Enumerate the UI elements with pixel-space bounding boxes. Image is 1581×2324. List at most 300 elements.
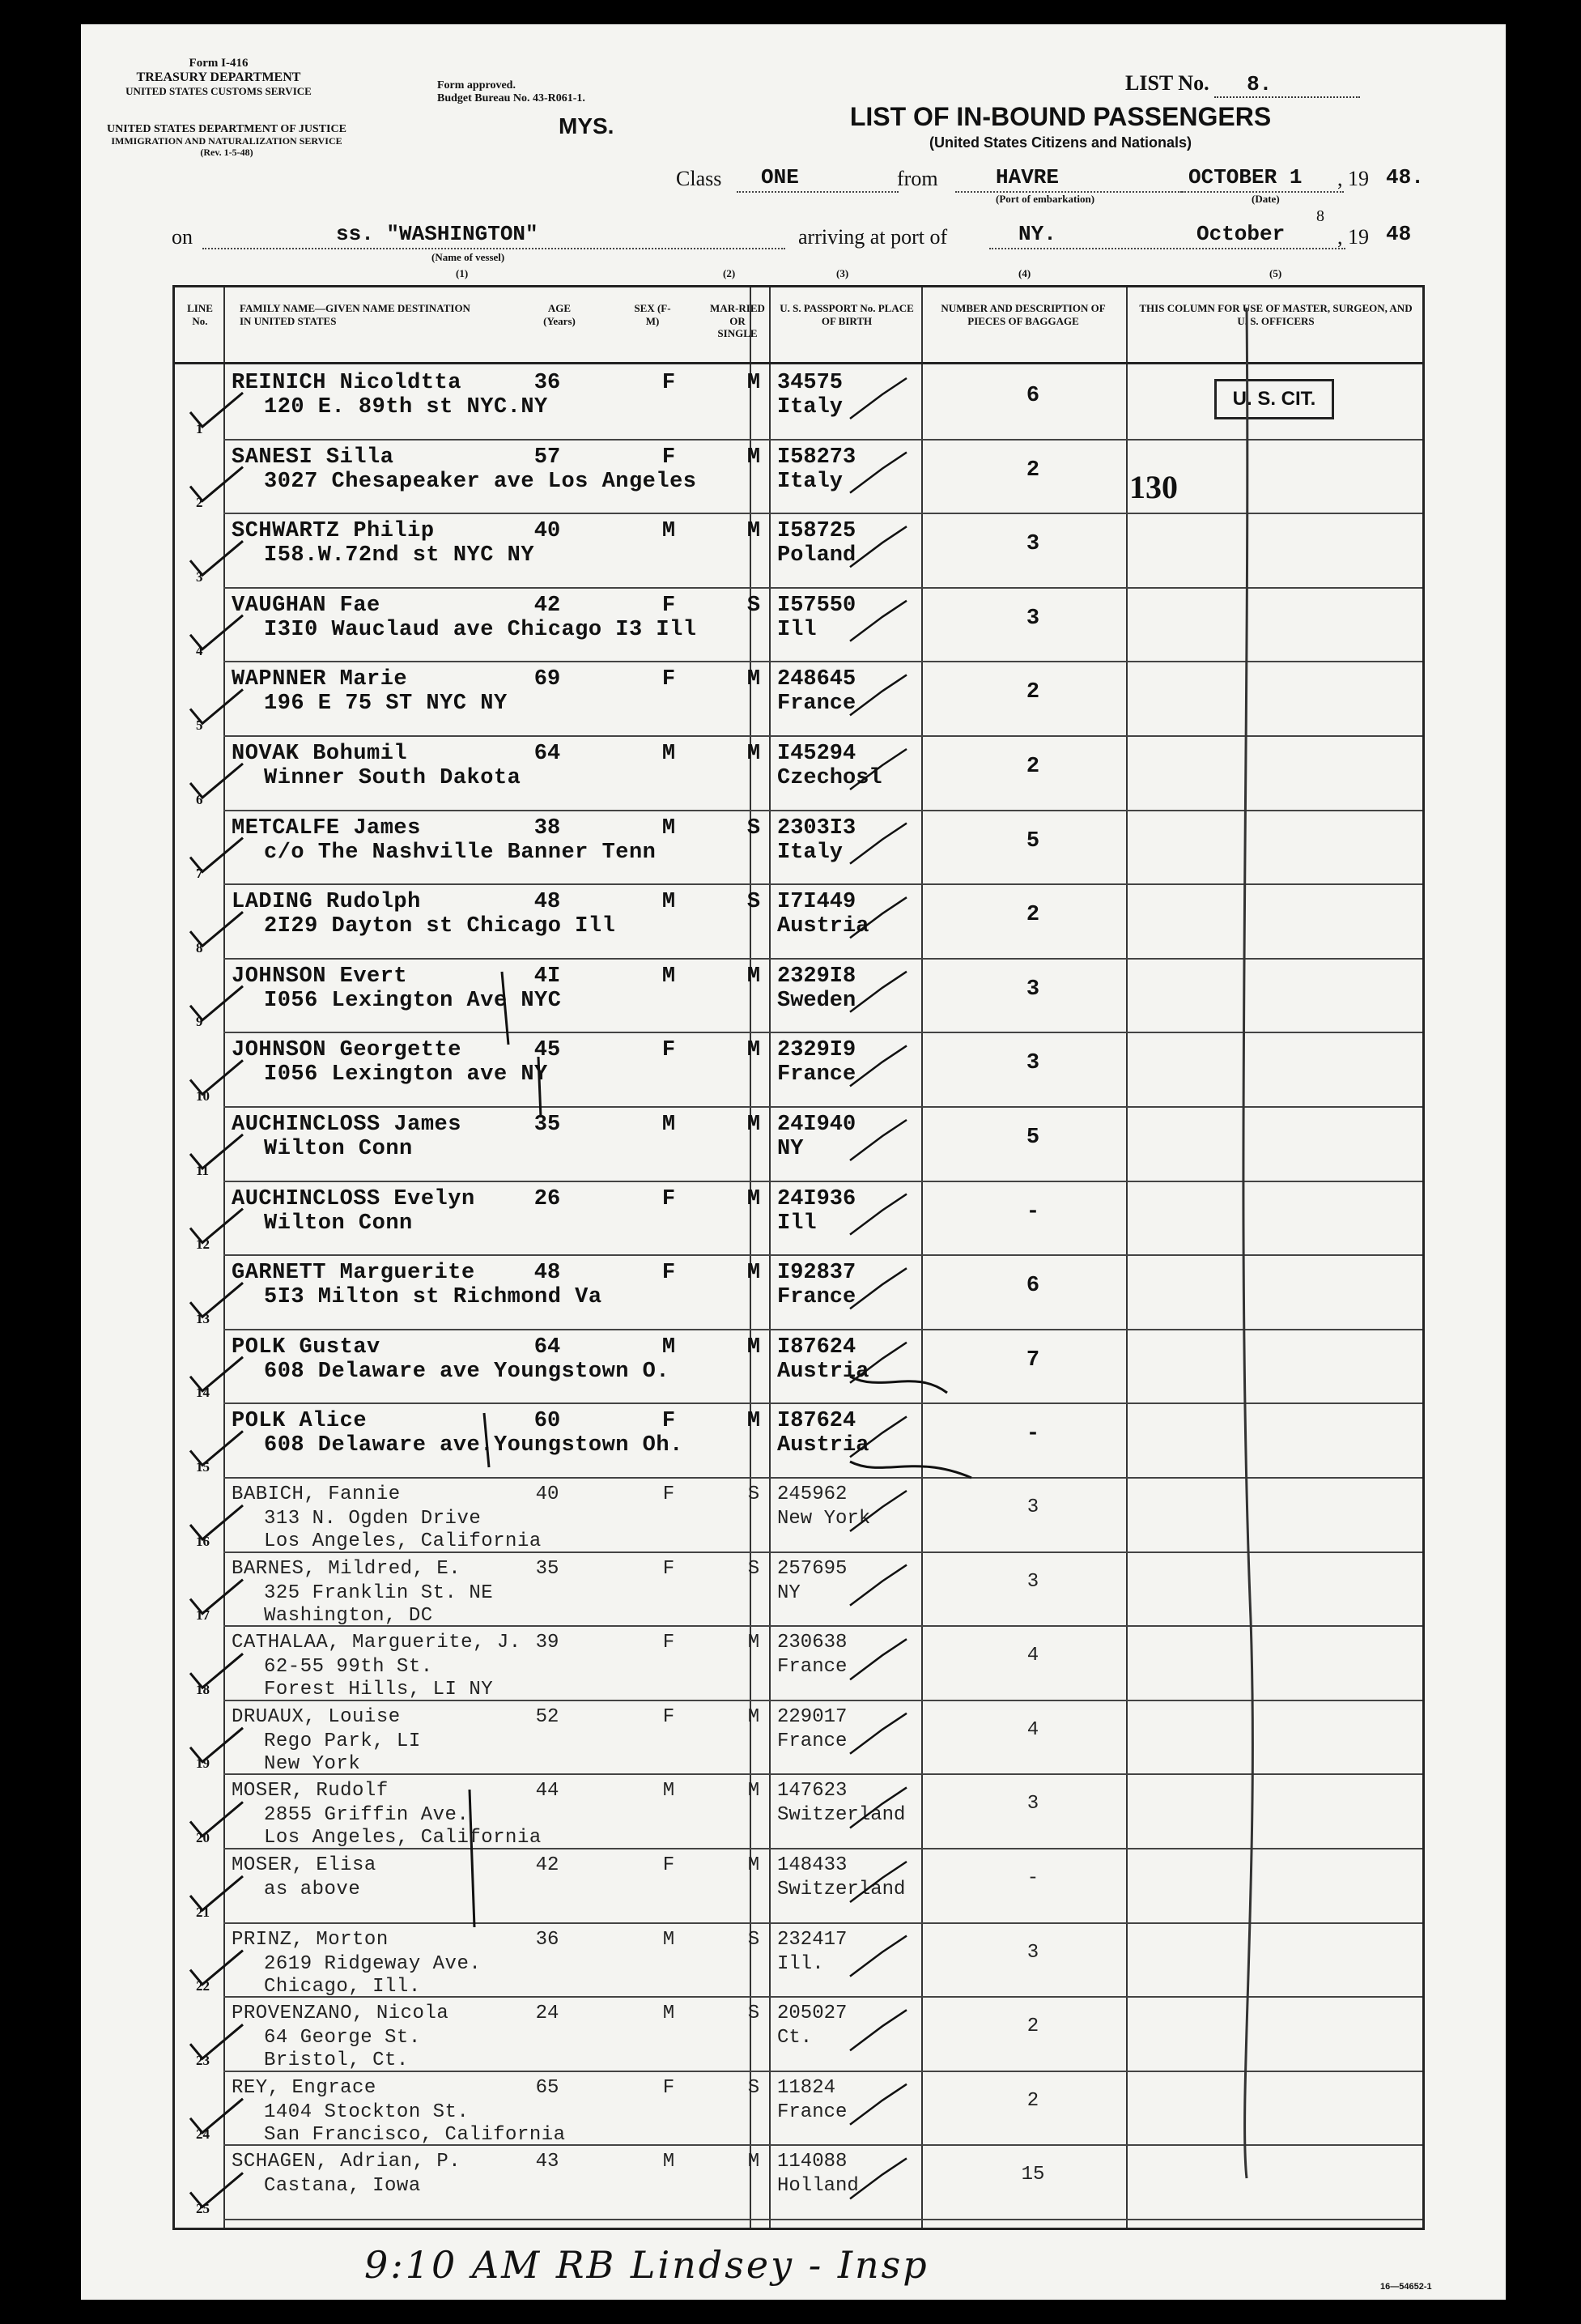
passenger-age: 42	[533, 593, 561, 618]
passenger-marital: S	[747, 1928, 760, 1951]
passenger-marital: M	[746, 519, 761, 544]
col-number: (1)	[456, 267, 469, 279]
passenger-marital: S	[747, 1483, 760, 1505]
passenger-address: Chicago, Ill.	[264, 1975, 421, 1998]
place-of-birth: Ill	[777, 1211, 817, 1236]
from-label: from	[897, 167, 938, 190]
place-of-birth: France	[777, 1062, 856, 1088]
baggage-count: 5	[1026, 1126, 1040, 1150]
passport-number: I87624	[777, 1334, 856, 1360]
passenger-sex: M	[662, 1780, 675, 1803]
col-head-sex: SEX (F-M)	[634, 302, 671, 327]
baggage-count: 5	[1026, 828, 1040, 853]
place-of-birth: Austria	[777, 1433, 869, 1458]
passenger-address: I58.W.72nd st NYC NY	[264, 543, 535, 568]
baggage-count: -	[1026, 1422, 1040, 1447]
passenger-address: 196 E 75 ST NYC NY	[264, 692, 508, 717]
baggage-count: 3	[1026, 1941, 1039, 1964]
line-number: 15	[196, 1458, 210, 1475]
passenger-address: c/o The Nashville Banner Tenn	[264, 840, 657, 865]
passenger-sex: M	[662, 2003, 675, 2025]
place-of-birth: Ill	[777, 617, 817, 642]
col-number: (4)	[1018, 267, 1031, 279]
row-rule	[223, 2219, 1422, 2220]
col-head-line-no: LINE No.	[187, 302, 213, 327]
table-row	[175, 439, 1422, 513]
year-prefix: , 19	[1337, 167, 1369, 190]
passenger-address: 325 Franklin St. NE	[264, 1581, 494, 1604]
passenger-sex: M	[661, 519, 676, 544]
passenger-marital: M	[746, 371, 761, 395]
line-number: 14	[196, 1385, 210, 1401]
baggage-count: 3	[1026, 1051, 1040, 1076]
table-row	[175, 661, 1422, 735]
passenger-address: 2I29 Dayton st Chicago Ill	[264, 914, 616, 939]
passenger-sex: F	[661, 445, 676, 470]
place-of-birth: Austria	[777, 1359, 869, 1384]
passenger-name: JOHNSON Evert	[232, 964, 408, 989]
table-row	[175, 1922, 1422, 1997]
passenger-age: 39	[535, 1632, 559, 1654]
baggage-count: 3	[1026, 1570, 1039, 1593]
passenger-age: 65	[535, 2076, 559, 2099]
baggage-count: 3	[1026, 1496, 1039, 1518]
list-value: 8.	[1214, 72, 1360, 98]
baggage-count: 2	[1026, 2015, 1039, 2038]
place-of-birth: Ill.	[777, 1952, 824, 1975]
passenger-marital: M	[747, 1780, 760, 1803]
place-of-birth: France	[777, 2101, 848, 2123]
passenger-address: Los Angeles, California	[264, 1530, 542, 1552]
passport-number: 2303I3	[777, 815, 856, 841]
passenger-age: 69	[533, 667, 561, 692]
passenger-sex: M	[661, 890, 676, 915]
passenger-address: 120 E. 89th st NYC.NY	[264, 395, 548, 419]
passenger-address: Washington, DC	[264, 1604, 433, 1627]
baggage-count: 2	[1026, 680, 1040, 705]
passenger-marital: M	[746, 445, 761, 470]
passenger-age: 42	[535, 1854, 559, 1876]
table-row	[175, 1106, 1422, 1181]
table-row	[175, 1625, 1422, 1700]
table-row	[175, 1181, 1422, 1255]
place-of-birth: Czechosl	[777, 766, 882, 790]
passenger-name: DRUAUX, Louise	[232, 1705, 401, 1728]
approval-block	[437, 79, 680, 105]
passenger-name: PROVENZANO, Nicola	[232, 2003, 449, 2025]
passenger-marital: S	[747, 2003, 760, 2025]
passenger-name: VAUGHAN Fae	[232, 593, 380, 618]
passenger-sex: M	[661, 1113, 676, 1137]
vessel-dotted-line	[202, 248, 785, 249]
table-row	[175, 1402, 1422, 1477]
passport-number: I7I449	[777, 890, 856, 915]
year-prefix-2: , 19	[1337, 225, 1369, 249]
passenger-age: 35	[535, 1557, 559, 1580]
line-number: 10	[196, 1088, 210, 1104]
us-cit-stamp: U. S. CIT.	[1214, 379, 1334, 419]
passenger-address: Forest Hills, LI NY	[264, 1679, 494, 1701]
baggage-count: -	[1026, 1199, 1040, 1224]
table-row	[175, 1254, 1422, 1329]
vessel-caption: (Name of vessel)	[431, 251, 505, 263]
passenger-marital: M	[746, 1186, 761, 1211]
passenger-sex: F	[661, 1186, 676, 1211]
place-of-birth: NY	[777, 1137, 804, 1161]
passenger-sex: F	[662, 1854, 675, 1876]
date-caption: (Date)	[1252, 193, 1280, 205]
table-row	[175, 1700, 1422, 1774]
passenger-table	[172, 285, 1425, 2230]
passenger-marital: S	[747, 1557, 760, 1580]
line-number: 22	[196, 1978, 210, 1994]
passenger-sex: F	[661, 371, 676, 395]
passenger-name: REY, Engrace	[232, 2076, 376, 2099]
baggage-count: 2	[1026, 458, 1040, 483]
passenger-sex: F	[662, 1483, 675, 1505]
passenger-marital: M	[746, 964, 761, 989]
place-of-birth: Switzerland	[777, 1879, 906, 1900]
justice-block	[81, 123, 372, 159]
place-of-birth: Italy	[777, 395, 844, 419]
table-row	[175, 1551, 1422, 1626]
line-number: 11	[196, 1162, 210, 1178]
place-of-birth: Switzerland	[777, 1804, 906, 1827]
class-value: ONE	[761, 165, 799, 189]
passenger-age: 64	[533, 1334, 561, 1360]
passenger-name: SCHAGEN, Adrian, P.	[232, 2151, 461, 2173]
passport-number: 147623	[777, 1780, 848, 1803]
place-of-birth: France	[777, 1730, 848, 1752]
line-number: 6	[196, 791, 203, 807]
on-label: on	[172, 225, 193, 249]
baggage-count: 4	[1026, 1718, 1039, 1741]
baggage-count: 3	[1026, 532, 1040, 557]
port-of-embarkation: HAVRE	[996, 165, 1060, 189]
line-number: 24	[196, 2126, 210, 2143]
passenger-sex: F	[662, 2076, 675, 2099]
passenger-sex: M	[661, 815, 676, 841]
place-of-birth: Italy	[777, 469, 844, 494]
passenger-name: POLK Alice	[232, 1409, 368, 1434]
passenger-marital: M	[746, 1261, 761, 1286]
passenger-address: 608 Delaware ave Youngstown O.	[264, 1359, 670, 1384]
passenger-age: 52	[535, 1705, 559, 1728]
col-number: (3)	[836, 267, 849, 279]
passport-number: I92837	[777, 1261, 856, 1286]
passenger-sex: F	[661, 1038, 676, 1063]
passenger-name: JOHNSON Georgette	[232, 1038, 461, 1063]
passenger-address: Castana, Iowa	[264, 2175, 421, 2198]
punch-hole	[18, 235, 58, 275]
baggage-count: 6	[1026, 1274, 1040, 1299]
baggage-count: 3	[1026, 1793, 1039, 1815]
passenger-sex: F	[662, 1557, 675, 1580]
table-row	[175, 2144, 1422, 2219]
passport-number: 232417	[777, 1928, 848, 1951]
treasury-dept: TREASURY DEPARTMENT	[136, 70, 301, 85]
passenger-marital: M	[746, 1334, 761, 1360]
baggage-count: 6	[1026, 384, 1040, 408]
arrival-month: October	[1196, 222, 1286, 246]
passenger-name: GARNETT Marguerite	[232, 1261, 475, 1286]
form-number: Form I-416	[189, 57, 249, 70]
passenger-name: MOSER, Elisa	[232, 1854, 376, 1876]
passenger-address: I056 Lexington Ave NYC	[264, 988, 562, 1013]
passport-number: 2329I8	[777, 964, 856, 989]
passenger-name: REINICH Nicoldtta	[232, 371, 461, 395]
punch-hole	[18, 49, 58, 89]
passenger-address: as above	[264, 1879, 361, 1900]
passenger-sex: M	[662, 2151, 675, 2173]
passport-number: 114088	[777, 2151, 848, 2173]
line-number: 25	[196, 2200, 210, 2216]
port-caption: (Port of embarkation)	[996, 193, 1095, 205]
passport-number: 11824	[777, 2076, 836, 2099]
passenger-sex: M	[661, 964, 676, 989]
passenger-marital: S	[746, 593, 761, 618]
passport-number: I57550	[777, 593, 856, 618]
budget-bureau: Budget Bureau No. 43-R061-1.	[437, 92, 585, 105]
print-code: 16—54652-1	[1380, 2282, 1432, 2292]
col-head-passport: U. S. PASSPORT No. PLACE OF BIRTH	[780, 302, 914, 327]
place-of-birth: Poland	[777, 543, 856, 568]
table-row	[175, 810, 1422, 884]
col-head-officers: THIS COLUMN FOR USE OF MASTER, SURGEON, AND U. S. OFFICERS	[1139, 302, 1413, 327]
place-of-birth: France	[777, 1656, 848, 1679]
passenger-sex: F	[661, 667, 676, 692]
passenger-address: 313 N. Ogden Drive	[264, 1508, 482, 1530]
passenger-age: 40	[533, 519, 561, 544]
passenger-age: 26	[533, 1186, 561, 1211]
departure-date: OCTOBER 1	[1188, 165, 1303, 189]
passenger-marital: M	[746, 742, 761, 766]
passport-number: 245962	[777, 1483, 848, 1505]
table-row	[175, 735, 1422, 810]
passenger-name: AUCHINCLOSS Evelyn	[232, 1186, 475, 1211]
passenger-name: METCALFE James	[232, 815, 421, 841]
table-row	[175, 958, 1422, 1032]
punch-hole	[18, 1676, 58, 1717]
passenger-age: 40	[535, 1483, 559, 1505]
col-number: (2)	[723, 267, 736, 279]
col-head-name: FAMILY NAME—GIVEN NAME DESTINATION IN UNITED STATES	[240, 302, 470, 327]
passenger-age: 44	[535, 1780, 559, 1803]
passport-number: I87624	[777, 1409, 856, 1434]
table-row	[175, 1996, 1422, 2071]
line-number: 2	[196, 495, 203, 511]
passenger-sex: F	[662, 1705, 675, 1728]
place-of-birth: NY	[777, 1581, 801, 1604]
passenger-marital: M	[747, 1705, 760, 1728]
passenger-name: POLK Gustav	[232, 1334, 380, 1360]
baggage-count: 3	[1026, 977, 1040, 1002]
passenger-age: 48	[533, 890, 561, 915]
passport-number: 24I940	[777, 1113, 856, 1137]
justice-dept: UNITED STATES DEPARTMENT OF JUSTICE	[107, 123, 346, 135]
list-label: LIST No.	[1125, 71, 1209, 95]
form-id-block	[89, 57, 348, 98]
place-of-birth: Italy	[777, 840, 844, 865]
table-row	[175, 1773, 1422, 1848]
passenger-name: LADING Rudolph	[232, 890, 421, 915]
line-number: 7	[196, 866, 203, 882]
passenger-address: Wilton Conn	[264, 1137, 413, 1161]
passenger-address: Bristol, Ct.	[264, 2049, 409, 2072]
passenger-marital: M	[747, 1854, 760, 1876]
ins-service: IMMIGRATION AND NATURALIZATION SERVICE	[111, 135, 342, 147]
table-row	[175, 1848, 1422, 1922]
passenger-sex: F	[661, 1409, 676, 1434]
passenger-sex: F	[661, 593, 676, 618]
passenger-address: Winner South Dakota	[264, 766, 521, 790]
passenger-name: PRINZ, Morton	[232, 1928, 389, 1951]
line-number: 19	[196, 1756, 210, 1772]
customs-service: UNITED STATES CUSTOMS SERVICE	[125, 84, 312, 97]
passenger-address: 3027 Chesapeaker ave Los Angeles	[264, 469, 697, 494]
passenger-name: BARNES, Mildred, E.	[232, 1557, 461, 1580]
passport-number: I58725	[777, 519, 856, 544]
passenger-address: Wilton Conn	[264, 1211, 413, 1236]
passport-number: I58273	[777, 445, 856, 470]
arriving-label: arriving at port of	[798, 225, 948, 249]
mys-mark: MYS.	[559, 113, 614, 138]
passenger-address: 2855 Griffin Ave.	[264, 1804, 470, 1827]
passenger-age: 57	[533, 445, 561, 470]
arrival-dotted-line	[989, 248, 1345, 249]
passenger-age: 35	[533, 1113, 561, 1137]
passenger-age: 38	[533, 815, 561, 841]
passenger-address: I056 Lexington ave NY	[264, 1062, 548, 1088]
passenger-marital: M	[747, 2151, 760, 2173]
passenger-name: CATHALAA, Marguerite, J.	[232, 1632, 521, 1654]
baggage-count: 3	[1026, 606, 1040, 631]
passenger-address: 5I3 Milton st Richmond Va	[264, 1285, 602, 1310]
line-number: 1	[196, 420, 203, 436]
passenger-name: MOSER, Rudolf	[232, 1780, 389, 1803]
line-number: 13	[196, 1310, 210, 1326]
passenger-age: 43	[535, 2151, 559, 2173]
passport-number: 148433	[777, 1854, 848, 1876]
passenger-marital: S	[746, 890, 761, 915]
passport-number: 205027	[777, 2003, 848, 2025]
table-row	[175, 1032, 1422, 1106]
passenger-address: 62-55 99th St.	[264, 1656, 433, 1679]
passenger-marital: S	[747, 2076, 760, 2099]
arrival-year: 48	[1386, 222, 1412, 246]
passport-number: 257695	[777, 1557, 848, 1580]
col-number: (5)	[1269, 267, 1282, 279]
col-head-age: AGE (Years)	[543, 302, 576, 327]
passenger-name: SANESI Silla	[232, 445, 394, 470]
place-of-birth: Austria	[777, 914, 869, 939]
place-of-birth: Sweden	[777, 988, 856, 1013]
table-row	[175, 1329, 1422, 1403]
line-number: 9	[196, 1014, 203, 1030]
place-of-birth: France	[777, 692, 856, 717]
passenger-marital: M	[747, 1632, 760, 1654]
baggage-count: -	[1026, 1867, 1039, 1889]
officer-count: 130	[1129, 469, 1178, 505]
class-label: Class	[676, 167, 722, 190]
line-number: 23	[196, 2052, 210, 2068]
passenger-age: 60	[533, 1409, 561, 1434]
page-title: LIST OF IN-BOUND PASSENGERS	[849, 102, 1272, 131]
line-number: 17	[196, 1607, 210, 1624]
arrival-day: 8	[1316, 207, 1324, 225]
passenger-name: SCHWARTZ Philip	[232, 519, 435, 544]
passenger-address: San Francisco, California	[264, 2123, 566, 2146]
place-of-birth: Holland	[777, 2175, 859, 2198]
vessel-name: ss. "WASHINGTON"	[336, 222, 538, 246]
revision: (Rev. 1-5-48)	[200, 146, 253, 158]
inspector-signature: 9:10 AM RB Lindsey - Insp	[364, 2243, 929, 2287]
arrival-port: NY.	[1018, 222, 1056, 246]
passport-number: 229017	[777, 1705, 848, 1728]
page-subtitle: (United States Citizens and Nationals)	[929, 134, 1192, 151]
passenger-marital: M	[746, 667, 761, 692]
passport-number: 24I936	[777, 1186, 856, 1211]
passenger-sex: M	[661, 1334, 676, 1360]
passenger-marital: M	[746, 1409, 761, 1434]
passenger-sex: F	[661, 1261, 676, 1286]
passenger-marital: S	[746, 815, 761, 841]
place-of-birth: Ct.	[777, 2027, 813, 2049]
passenger-age: 36	[535, 1928, 559, 1951]
passenger-name: NOVAK Bohumil	[232, 742, 408, 766]
line-number: 4	[196, 643, 203, 659]
table-row	[175, 883, 1422, 958]
passenger-name: WAPNNER Marie	[232, 667, 408, 692]
col-head-married: MAR-RIED OR SINGLE	[710, 302, 765, 340]
passenger-age: 36	[533, 371, 561, 395]
line-number: 5	[196, 717, 203, 733]
passenger-sex: M	[662, 1928, 675, 1951]
class-dotted-line	[737, 191, 899, 193]
table-row	[175, 2071, 1422, 2145]
list-number	[1125, 71, 1360, 98]
passenger-name: AUCHINCLOSS James	[232, 1113, 461, 1137]
baggage-count: 4	[1026, 1645, 1039, 1667]
passport-number: 230638	[777, 1632, 848, 1654]
table-row	[175, 1477, 1422, 1551]
line-number: 21	[196, 1904, 210, 1920]
baggage-count: 2	[1026, 2089, 1039, 2112]
passenger-address: I3I0 Wauclaud ave Chicago I3 Ill	[264, 617, 697, 642]
passenger-age: 4I	[533, 964, 561, 989]
line-number: 3	[196, 568, 203, 585]
passenger-address: Los Angeles, California	[264, 1827, 542, 1849]
line-number: 18	[196, 1681, 210, 1697]
line-number: 8	[196, 939, 203, 956]
passport-number: 2329I9	[777, 1038, 856, 1063]
baggage-count: 7	[1026, 1347, 1040, 1373]
passenger-address: 1404 Stockton St.	[264, 2101, 470, 2123]
departure-year: 48.	[1386, 165, 1424, 189]
line-number: 12	[196, 1236, 210, 1253]
col-head-baggage: NUMBER AND DESCRIPTION OF PIECES OF BAGGAGE	[941, 302, 1106, 327]
passenger-address: 2619 Ridgeway Ave.	[264, 1952, 482, 1975]
passport-number: 34575	[777, 371, 844, 395]
baggage-count: 15	[1021, 2164, 1045, 2186]
passport-number: I45294	[777, 742, 856, 766]
passenger-address: Rego Park, LI	[264, 1730, 421, 1752]
passenger-age: 24	[535, 2003, 559, 2025]
passenger-age: 45	[533, 1038, 561, 1063]
punch-hole	[18, 1490, 58, 1530]
passenger-sex: M	[661, 742, 676, 766]
form-approved: Form approved.	[437, 79, 516, 92]
